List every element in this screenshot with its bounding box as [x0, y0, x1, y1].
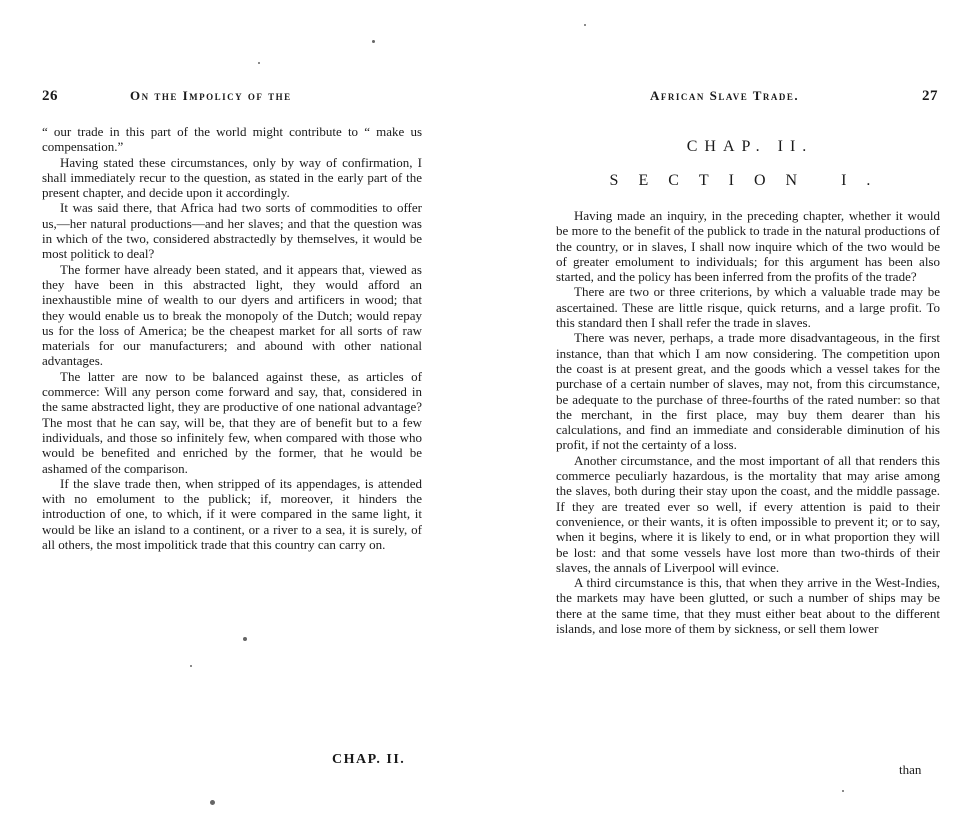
right-page	[490, 0, 980, 818]
body-text	[556, 208, 940, 636]
running-head: African Slave Trade.	[650, 88, 800, 103]
paragraph: The former have already been stated, and it appears that, viewed as they have been in this abstracted light, they would afford an inexhaustible mine of wealth to our dyers and artificers in wood; that they would enable us to break the monopoly of the Dutch; would repay us for the loss of America; be the cheapest market for all sorts of raw materials for our manufacturers; and abound with other national advantages.	[42, 261, 422, 369]
catchword: than	[899, 762, 922, 777]
catchword: CHAP. II.	[332, 752, 406, 767]
paragraph: There are two or three criterions, by which a valuable trade may be ascertained. These are little risque, quick returns, and a large profit. To this standard then I shall refer the trade in slaves.	[556, 284, 940, 331]
chapter-heading: CHAP. II.	[686, 138, 814, 155]
paragraph: “ our trade in this part of the world might contribute to “ make us compensation.”	[42, 124, 422, 155]
paragraph: Another circumstance, and the most important of all that renders this commerce peculiarly hazardous, is the mortality that may arise among the slaves, both during their stay upon the coast, and the middle passage. If they are treated ever so well, if every attention is paid to their convenience, or their wants, it is often impossible to prevent it; or to say, when it begins, where it is likely to end, or in what proportion they will be lost: and that some vessels have lost more than two-thirds of their slaves, the annals of Liverpool will evince.	[556, 452, 940, 575]
scan-speck	[190, 665, 192, 667]
scan-speck	[210, 800, 215, 805]
paragraph: It was said there, that Africa had two sorts of commodities to offer us,—her natural productions—and her slaves; and that the question was in which of the two, considered abstractedly by themselves, it would be most politick to deal?	[42, 200, 422, 262]
paragraph: Having stated these circumstances, only by way of confirmation, I shall immediately recur to the question, as stated in the early part of the present chapter, and decide upon it accordingly.	[42, 154, 422, 201]
body-text	[42, 124, 422, 552]
page-number: 27	[922, 88, 938, 104]
scan-speck	[372, 40, 375, 43]
paragraph: If the slave trade then, when stripped of its appendages, is attended with no emolument to the publick; if, moreover, it hinders the introduction of one, to which, if it were compared in the same light, it would be like an island to a continent, or a river to a sea, it is surely, of all others, the most impolitick trade that this country can carry on.	[42, 475, 422, 553]
page-number: 26	[42, 88, 58, 104]
scan-speck	[258, 62, 260, 64]
scan-speck	[584, 24, 586, 26]
paragraph: Having made an inquiry, in the preceding chapter, whether it would be more to the benefit of the publick to trade in the natural productions of the country, or in slaves, I shall now inquire which of the two would be of greater emolument to individuals; for this argument has been also started, and the policy has been inferred from the profits of the trade?	[556, 208, 940, 285]
section-heading: SECTION I.	[609, 172, 891, 189]
scan-speck	[842, 790, 844, 792]
paragraph: There was never, perhaps, a trade more disadvantageous, in the first instance, than that which I am now considering. The competition upon the coast is at present great, and the goods which a vessel takes for the purchase of a certain number of slaves, may not, from this circumstance, be adequate to the purchase of three-fourths of the rated number: so that the merchant, in the first place, may buy them dearer than his calculations, and find an immediate and considerable diminution of his profit, if not the certainty of a loss.	[556, 330, 940, 453]
paragraph: The latter are now to be balanced against these, as articles of commerce: Will any person come forward and say, that, considered in the same abstracted light, they are productive of one national advantage? The most that he can say, will be, that they are of benefit but to a few individuals, and those so infinitely few, when compared with those who would be benefited and enriched by the former, that he would be ashamed of the comparison.	[42, 368, 422, 476]
running-head: On the Impolicy of the	[130, 88, 292, 103]
paragraph: A third circumstance is this, that when they arrive in the West-Indies, the markets may have been glutted, or such a number of ships may be there at the same time, that they must either beat about to the different islands, and lose more of them by sickness, or sell them lower	[556, 575, 940, 637]
scan-speck	[243, 637, 247, 641]
